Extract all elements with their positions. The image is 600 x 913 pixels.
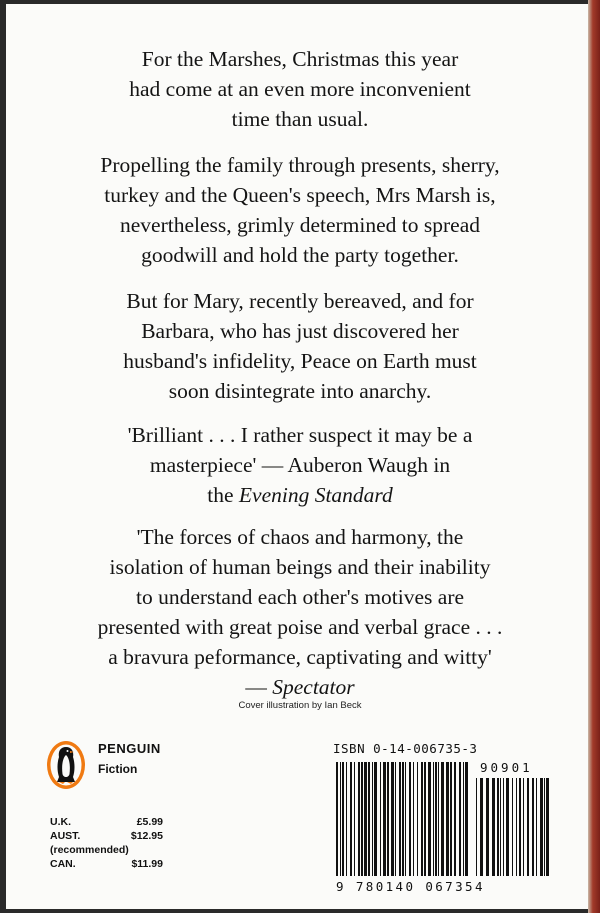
illustration-credit: Cover illustration by Ian Beck xyxy=(238,700,362,711)
review-quote-spectator xyxy=(0,522,600,702)
blurb-line: nevertheless, grimly determined to spread xyxy=(119,213,480,237)
price-value: $11.99 xyxy=(131,858,163,870)
isbn-number: ISBN 0-14-006735-3 xyxy=(333,741,478,756)
publisher-name: PENGUIN xyxy=(98,741,161,756)
quote-line: to understand each other's motives are xyxy=(135,585,465,609)
quote-dash: — xyxy=(245,675,273,699)
quote-line: masterpiece' — Auberon Waugh in xyxy=(149,453,451,477)
blurb-line: Barbara, who has just discovered her xyxy=(141,319,459,343)
quote-attribution xyxy=(0,672,600,702)
publisher-block xyxy=(98,741,161,776)
blurb-line: But for Mary, recently bereaved, and for xyxy=(126,289,474,313)
price-row xyxy=(50,829,163,843)
quote-attribution xyxy=(0,480,600,510)
price-row xyxy=(50,857,163,871)
blurb-paragraph-2 xyxy=(0,150,600,270)
blurb-line: turkey and the Queen's speech, Mrs Marsh is, xyxy=(104,183,496,207)
penguin-logo-icon xyxy=(46,740,86,790)
blurb-paragraph-3 xyxy=(0,286,600,406)
barcode-addon-number: 90901 xyxy=(480,760,533,775)
blurb-line: soon disintegrate into anarchy. xyxy=(168,379,432,403)
blurb-paragraph-1 xyxy=(0,44,600,134)
quote-line: isolation of human beings and their inability xyxy=(109,555,491,579)
price-country: CAN. xyxy=(50,858,76,870)
book-category: Fiction xyxy=(98,762,138,776)
review-quote-waugh xyxy=(0,420,600,510)
price-country: U.K. xyxy=(50,816,71,828)
blurb-line: husband's infidelity, Peace on Earth must xyxy=(123,349,477,373)
publication-name: Spectator xyxy=(272,675,355,699)
quote-line: 'Brilliant . . . I rather suspect it may be a xyxy=(127,423,473,447)
price-list xyxy=(50,815,163,871)
price-country: AUST. xyxy=(50,830,81,842)
quote-attribution-prefix: the xyxy=(207,483,239,507)
price-value: £5.99 xyxy=(136,816,163,828)
publication-name: Evening Standard xyxy=(238,483,393,507)
blurb-line: Propelling the family through presents, sherry, xyxy=(100,153,500,177)
price-value: $12.95 xyxy=(130,830,163,842)
barcode-number: 9 780140 067354 xyxy=(336,879,485,894)
blurb-line: time than usual. xyxy=(231,107,369,131)
price-row xyxy=(50,815,163,829)
blurb-line: For the Marshes, Christmas this year xyxy=(141,47,459,71)
price-row xyxy=(50,843,163,857)
barcode-icon xyxy=(336,762,552,876)
blurb-line: goodwill and hold the party together. xyxy=(141,243,459,267)
blurb-line: had come at an even more inconvenient xyxy=(129,77,471,101)
quote-line: a bravura peformance, captivating and witty' xyxy=(108,645,492,669)
quote-line: 'The forces of chaos and harmony, the xyxy=(136,525,464,549)
price-note: (recommended) xyxy=(50,844,129,856)
quote-line: presented with great poise and verbal grace . . . xyxy=(97,615,503,639)
